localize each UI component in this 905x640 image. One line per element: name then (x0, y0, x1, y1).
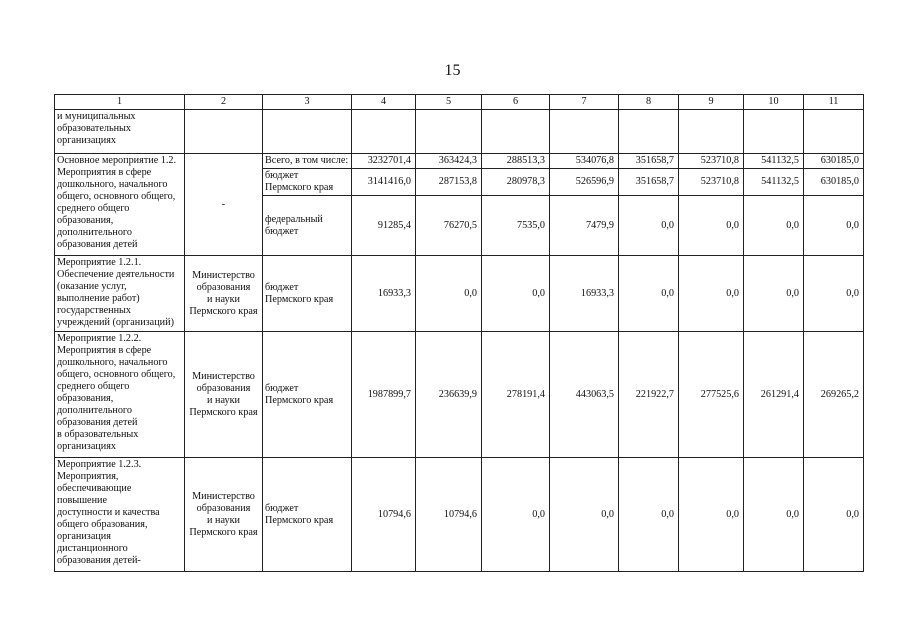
column-number: 1 (55, 95, 185, 110)
executor-name: Министерство образования и науки Пермского края (189, 490, 258, 538)
executor-name: Министерство образования и науки Пермского края (189, 370, 258, 418)
value-cell: 76270,5 (416, 196, 482, 256)
funding-source: бюджет Пермского края (265, 281, 334, 305)
program-table (54, 94, 864, 572)
value-cell: 541132,5 (744, 154, 804, 169)
column-number: 7 (550, 95, 619, 110)
value-cell: 0,0 (744, 458, 804, 572)
activity-name: Мероприятие 1.2.3. Мероприятия, обеспечивающие повышение доступности и качества общего образования, организация дистанционного образования детей- (57, 459, 160, 566)
table-row (55, 256, 864, 332)
value-cell: 16933,3 (550, 256, 619, 332)
executor-name: Министерство образования и науки Пермского края (189, 269, 258, 317)
value-cell: 10794,6 (416, 458, 482, 572)
value-cell: 0,0 (679, 256, 744, 332)
value-cell: 1987899,7 (352, 332, 416, 458)
value-cell: 526596,9 (550, 169, 619, 196)
value-cell: 351658,7 (619, 154, 679, 169)
value-cell: 0,0 (619, 458, 679, 572)
value-cell: 0,0 (482, 458, 550, 572)
value-cell: 16933,3 (352, 256, 416, 332)
activity-name: и муниципальных образовательных организациях (57, 111, 136, 146)
value-cell: 278191,4 (482, 332, 550, 458)
value-cell: 523710,8 (679, 154, 744, 169)
value-cell: 277525,6 (679, 332, 744, 458)
value-cell: 0,0 (416, 256, 482, 332)
column-number: 11 (804, 95, 864, 110)
column-number: 6 (482, 95, 550, 110)
value-cell: 261291,4 (744, 332, 804, 458)
page-number: 15 (444, 62, 461, 79)
value-cell: 10794,6 (352, 458, 416, 572)
value-cell: 443063,5 (550, 332, 619, 458)
activity-name: Мероприятие 1.2.2. Мероприятия в сфере дошкольного, начального общего, основного общего, среднего общего образования, дополнительного образования детей в образовательных организациях (57, 333, 176, 452)
table-row (55, 332, 864, 458)
column-number-row (55, 95, 864, 110)
column-number: 10 (744, 95, 804, 110)
value-cell: 3141416,0 (352, 169, 416, 196)
value-cell: 541132,5 (744, 169, 804, 196)
value-cell: 363424,3 (416, 154, 482, 169)
value-cell: 7535,0 (482, 196, 550, 256)
value-cell: 7479,9 (550, 196, 619, 256)
value-cell: 630185,0 (804, 169, 864, 196)
value-cell: 0,0 (679, 196, 744, 256)
column-number: 2 (185, 95, 263, 110)
continuation-row (55, 110, 864, 154)
value-cell: 0,0 (550, 458, 619, 572)
value-cell: 0,0 (744, 256, 804, 332)
column-number: 5 (416, 95, 482, 110)
value-cell: 288513,3 (482, 154, 550, 169)
value-cell: 0,0 (619, 196, 679, 256)
value-cell: 0,0 (679, 458, 744, 572)
column-number: 8 (619, 95, 679, 110)
value-cell: 0,0 (619, 256, 679, 332)
value-cell: 0,0 (744, 196, 804, 256)
funding-source: бюджет Пермского края (265, 170, 334, 193)
value-cell: 287153,8 (416, 169, 482, 196)
value-cell: 534076,8 (550, 154, 619, 169)
value-cell: 630185,0 (804, 154, 864, 169)
value-cell: 280978,3 (482, 169, 550, 196)
column-number: 4 (352, 95, 416, 110)
table-row (55, 458, 864, 572)
funding-source: федеральный бюджет (265, 213, 323, 237)
value-cell: 269265,2 (804, 332, 864, 458)
value-cell: 0,0 (804, 196, 864, 256)
value-cell: 351658,7 (619, 169, 679, 196)
activity-name: Основное мероприятие 1.2. Мероприятия в сфере дошкольного, начального общего, основного общего, среднего общего образования, дополнительного образования детей (57, 155, 177, 250)
value-cell: 523710,8 (679, 169, 744, 196)
value-cell: 221922,7 (619, 332, 679, 458)
value-cell: 0,0 (804, 458, 864, 572)
activity-name: Мероприятие 1.2.1. Обеспечение деятельности (оказание услуг, выполнение работ) государственных учреждений (организаций) (57, 257, 175, 328)
value-cell: 0,0 (804, 256, 864, 332)
funding-source: бюджет Пермского края (265, 502, 334, 526)
executor-dash: - (221, 198, 226, 210)
column-number: 9 (679, 95, 744, 110)
value-cell: 236639,9 (416, 332, 482, 458)
value-cell: 91285,4 (352, 196, 416, 256)
value-cell: 3232701,4 (352, 154, 416, 169)
column-number: 3 (263, 95, 352, 110)
table-row (55, 154, 864, 169)
funding-source: бюджет Пермского края (265, 382, 334, 406)
value-cell: 0,0 (482, 256, 550, 332)
funding-source: Всего, в том числе: (265, 155, 349, 166)
